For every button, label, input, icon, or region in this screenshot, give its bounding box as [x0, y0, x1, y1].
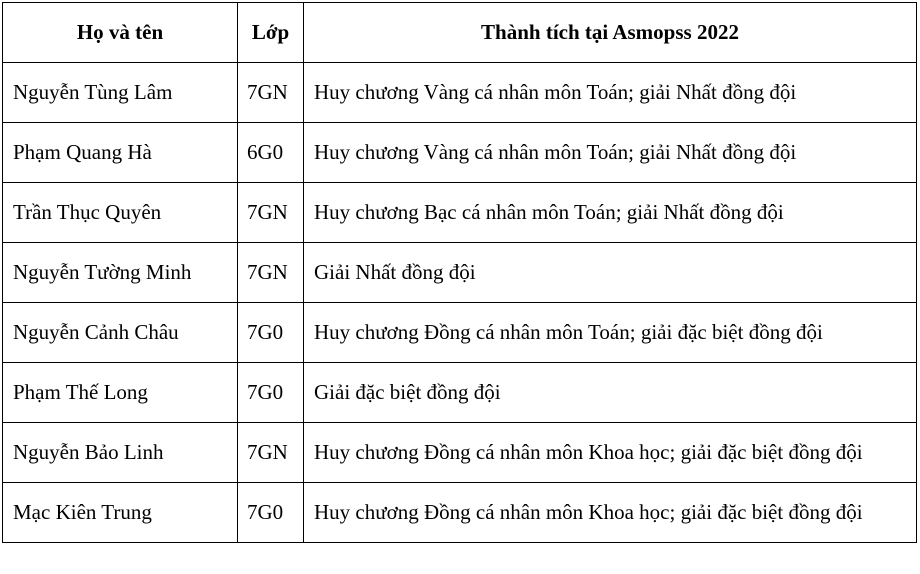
class-cell: 6G0: [238, 123, 304, 183]
class-cell: 7G0: [238, 363, 304, 423]
table-row: [3, 123, 917, 183]
name-cell: Phạm Thế Long: [3, 363, 238, 423]
achievements-table: [2, 2, 917, 543]
table-row: [3, 63, 917, 123]
achievement-cell: Huy chương Bạc cá nhân môn Toán; giải Nhất đồng đội: [304, 183, 917, 243]
achievement-cell: Giải đặc biệt đồng đội: [304, 363, 917, 423]
class-cell: 7G0: [238, 483, 304, 543]
name-cell: Mạc Kiên Trung: [3, 483, 238, 543]
achievement-cell: Huy chương Vàng cá nhân môn Toán; giải Nhất đồng đội: [304, 123, 917, 183]
achievement-cell: Huy chương Vàng cá nhân môn Toán; giải Nhất đồng đội: [304, 63, 917, 123]
achievement-cell: Giải Nhất đồng đội: [304, 243, 917, 303]
name-cell: Nguyễn Bảo Linh: [3, 423, 238, 483]
name-cell: Phạm Quang Hà: [3, 123, 238, 183]
class-cell: 7GN: [238, 63, 304, 123]
table-row: [3, 243, 917, 303]
name-cell: Nguyễn Cảnh Châu: [3, 303, 238, 363]
achievement-cell: Huy chương Đồng cá nhân môn Toán; giải đặc biệt đồng đội: [304, 303, 917, 363]
header-achievement: Thành tích tại Asmopss 2022: [304, 3, 917, 63]
name-cell: Nguyễn Tùng Lâm: [3, 63, 238, 123]
achievement-cell: Huy chương Đồng cá nhân môn Khoa học; giải đặc biệt đồng đội: [304, 483, 917, 543]
achievement-cell: Huy chương Đồng cá nhân môn Khoa học; giải đặc biệt đồng đội: [304, 423, 917, 483]
class-cell: 7G0: [238, 303, 304, 363]
table-row: [3, 423, 917, 483]
name-cell: Nguyễn Tường Minh: [3, 243, 238, 303]
header-name: Họ và tên: [3, 3, 238, 63]
class-cell: 7GN: [238, 423, 304, 483]
table-row: [3, 183, 917, 243]
table-row: [3, 303, 917, 363]
name-cell: Trần Thục Quyên: [3, 183, 238, 243]
table-row: [3, 363, 917, 423]
class-cell: 7GN: [238, 243, 304, 303]
header-row: [3, 3, 917, 63]
class-cell: 7GN: [238, 183, 304, 243]
table-row: [3, 483, 917, 543]
header-class: Lớp: [238, 3, 304, 63]
